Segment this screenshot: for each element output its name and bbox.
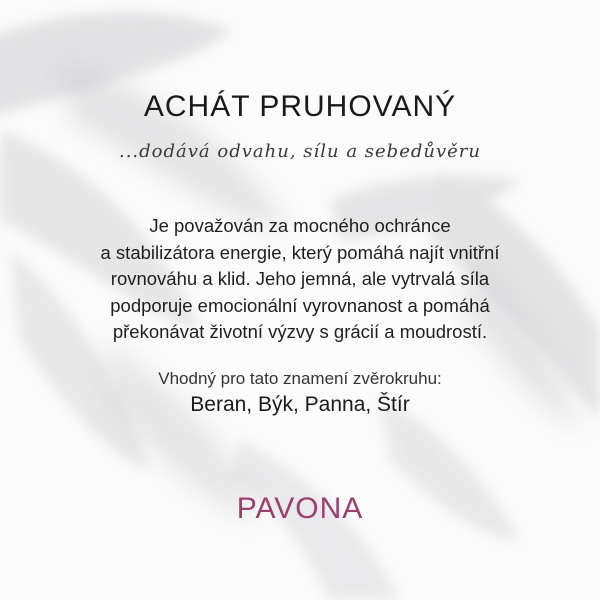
description-line: Je považován za mocného ochránce (149, 215, 451, 236)
zodiac-signs: Beran, Býk, Panna, Štír (190, 393, 410, 416)
zodiac-label: Vhodný pro tato znamení zvěrokruhu: (158, 369, 442, 388)
product-title: ACHÁT PRUHOVANÝ (143, 90, 457, 123)
description-line: podporuje emocionální vyrovnanost a pomáhá (110, 294, 490, 316)
product-tagline: ...dodává odvahu, sílu a sebedůvěru (118, 141, 481, 162)
product-description (60, 213, 540, 346)
description-line: překonávat životní výzvy s grácií a moudrostí. (112, 321, 488, 342)
description-line: a stabilizátora energie, který pomáhá najít vnitřní (100, 241, 500, 263)
description-line: rovnováhu a klid. Jeho jemná, ale vytrvalá síla (110, 268, 490, 289)
brand-logo: PAVONA (236, 492, 364, 525)
